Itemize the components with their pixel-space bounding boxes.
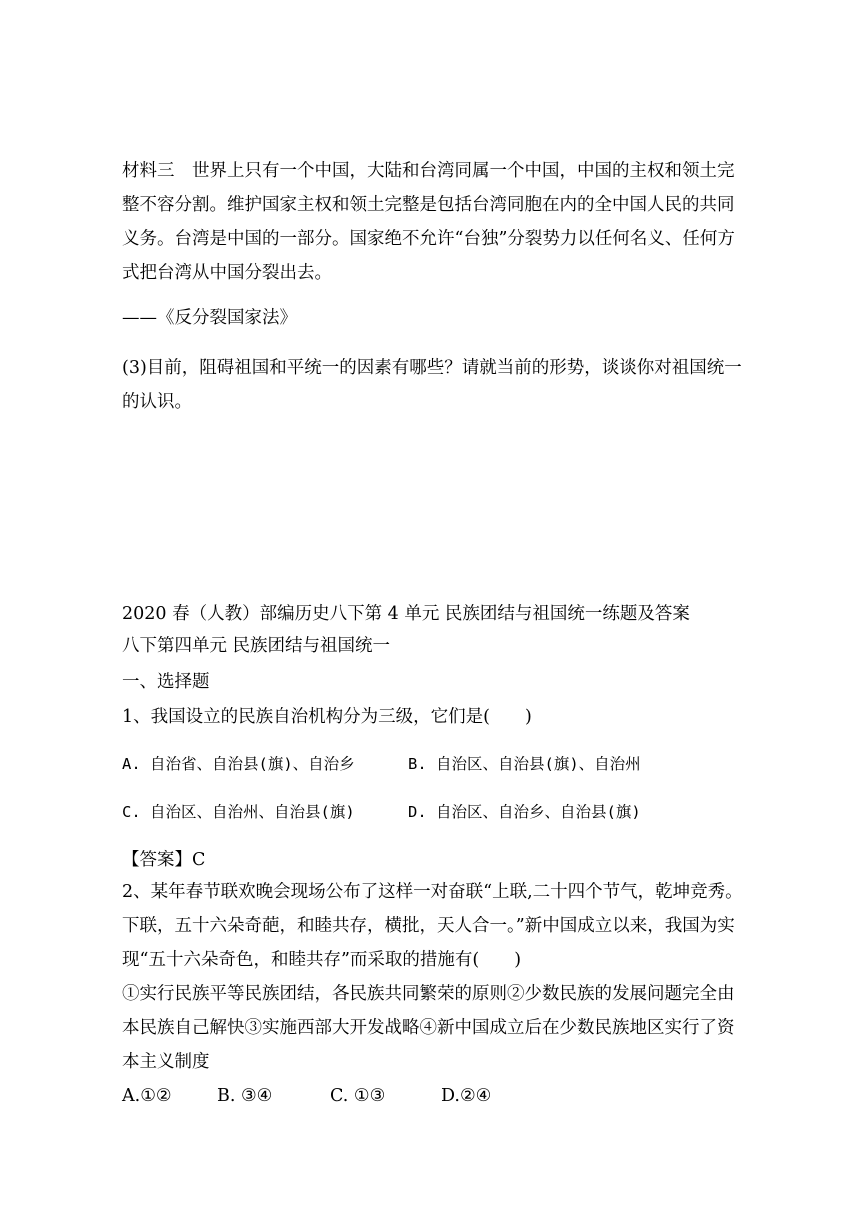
option-a: A.①② xyxy=(122,1086,172,1106)
question-2-line: 本主义制度 xyxy=(122,1052,210,1072)
material-3-line: 式把台湾从中国分裂出去。 xyxy=(122,263,332,283)
question-2-line: 2、某年春节联欢晚会现场公布了这样一对奋联“上联,二十四个节气，乾坤竞秀。 xyxy=(122,882,743,902)
option-b: B. ③④ xyxy=(217,1086,273,1106)
material-3-source: ——《反分裂国家法》 xyxy=(122,308,297,328)
question-1-stem: 1、我国设立的民族自治机构分为三级，它们是( ) xyxy=(122,707,532,727)
option-c: C. ①③ xyxy=(330,1086,386,1106)
question-2-line: 本民族自己解快③实施西部大开发战略④新中国成立后在少数民族地区实行了资 xyxy=(122,1018,735,1038)
question-3-line: 的认识。 xyxy=(122,392,192,412)
section-heading: 一、选择题 xyxy=(122,672,210,692)
unit-title: 八下第四单元 民族团结与祖国统一 xyxy=(122,636,391,656)
question-3-line: (3)目前，阻碍祖国和平统一的因素有哪些？请就当前的形势，谈谈你对祖国统一 xyxy=(122,358,742,378)
option-d: D.②④ xyxy=(441,1086,492,1106)
option-c: C. 自治区、自治州、自治县(旗) xyxy=(122,803,355,821)
question-1-answer: 【答案】C xyxy=(122,850,206,870)
option-d: D. 自治区、自治乡、自治县(旗) xyxy=(408,803,641,821)
material-3-line: 义务。台湾是中国的一部分。国家绝不允许“台独”分裂势力以任何名义、任何方 xyxy=(122,229,735,249)
question-2-line: 下联，五十六朵奇葩，和睦共存，横批，天人合一。”新中国成立以来，我国为实 xyxy=(122,916,735,936)
material-3-line: 整不容分割。维护国家主权和领土完整是包括台湾同胞在内的全中国人民的共同 xyxy=(122,195,735,215)
document-title: 2020 春（人教）部编历史八下第 4 单元 民族团结与祖国统一练题及答案 xyxy=(122,604,690,624)
question-2-line: 现“五十六朵奇色，和睦共存”而采取的措施有( ) xyxy=(122,950,522,970)
material-3-line: 材料三 世界上只有一个中国，大陆和台湾同属一个中国，中国的主权和领土完 xyxy=(122,161,735,181)
option-a: A. 自治省、自治县(旗)、自治乡 xyxy=(122,755,355,773)
option-b: B. 自治区、自治县(旗)、自治州 xyxy=(408,755,641,773)
question-2-line: ①实行民族平等民族团结，各民族共同繁荣的原则②少数民族的发展问题完全由 xyxy=(122,984,735,1004)
